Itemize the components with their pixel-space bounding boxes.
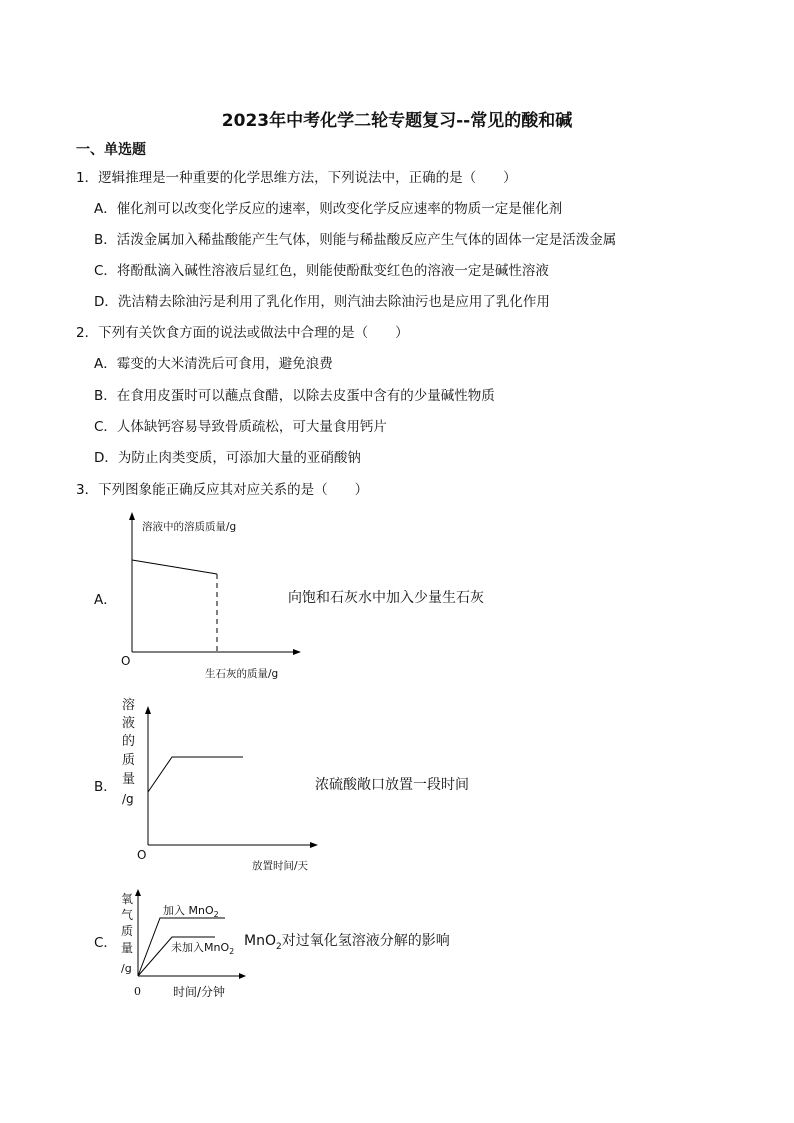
- graph-c-label-without-catalyst-sub: 2: [229, 947, 235, 956]
- graph-c-y-arrow: [135, 889, 141, 896]
- graph-c-caption: [244, 930, 450, 952]
- question-1-stem: 1．逻辑推理是一种重要的化学思维方法，下列说法中，正确的是（ ）: [76, 170, 517, 186]
- graph-a-origin: O: [121, 654, 131, 668]
- graph-c-ylabel-5: /g: [121, 962, 132, 975]
- graph-c-label-without-catalyst-text: 未加入MnO: [171, 941, 230, 954]
- graph-b-caption: 浓硫酸敞口放置一段时间: [315, 777, 469, 793]
- graph-b-ylabel-2: 液: [122, 716, 136, 731]
- graph-a-x-arrow: [293, 649, 301, 655]
- question-2-option-d[interactable]: D．为防止肉类变质，可添加大量的亚硝酸钠: [94, 450, 361, 466]
- graph-b-x-arrow: [310, 842, 318, 848]
- graph-b-ylabel-3: 的: [122, 734, 136, 749]
- graph-a-curve: [132, 560, 217, 574]
- graph-c-label-with-catalyst: [163, 903, 219, 919]
- question-3-stem: 3．下列图象能正确反应其对应关系的是（ ）: [76, 482, 369, 498]
- graph-b-xlabel: 放置时间/天: [252, 860, 309, 872]
- question-2-option-b[interactable]: B．在食用皮蛋时可以蘸点食醋，以除去皮蛋中含有的少量碱性物质: [94, 388, 495, 404]
- graph-c-x-arrow: [239, 973, 246, 979]
- graph-b-ylabel-1: 溶: [122, 698, 136, 713]
- graph-c-curve-with-catalyst: [138, 918, 225, 976]
- graph-b-ylabel-5: 量: [122, 772, 136, 787]
- question-1-option-a[interactable]: A．催化剂可以改变化学反应的速率，则改变化学反应速率的物质一定是催化剂: [94, 201, 563, 217]
- graph-c-ylabel-2: 气: [121, 908, 134, 922]
- graph-c-ylabel-3: 质: [121, 924, 134, 938]
- section-heading: 一、单选题: [76, 142, 146, 158]
- graph-a-xlabel: 生石灰的质量/g: [205, 668, 279, 680]
- graph-b-origin: O: [137, 848, 147, 862]
- graph-a-ylabel: 溶液中的溶质质量/g: [142, 521, 237, 533]
- question-1-option-b[interactable]: B．活泼金属加入稀盐酸能产生气体，则能与稀盐酸反应产生气体的固体一定是活泼金属: [94, 232, 617, 248]
- graph-a-y-arrow: [129, 512, 135, 520]
- question-3-option-a-label[interactable]: A．: [94, 592, 117, 608]
- graph-c-caption-text: 对过氧化氢溶液分解的影响: [281, 933, 450, 949]
- graph-c-origin: 0: [134, 985, 141, 998]
- graph-a-caption: 向饱和石灰水中加入少量生石灰: [288, 590, 484, 606]
- graph-c-label-with-catalyst-sub: 2: [213, 910, 219, 919]
- graph-c-caption-subscript: 2: [275, 941, 282, 952]
- graph-b-curve: [148, 757, 243, 792]
- question-2-stem: 2．下列有关饮食方面的说法或做法中合理的是（ ）: [76, 325, 409, 341]
- graph-c-ylabel-4: 量: [121, 941, 134, 955]
- graph-b-y-arrow: [145, 706, 151, 714]
- question-3-option-c-label[interactable]: C．: [94, 935, 117, 951]
- question-1-option-c[interactable]: C．将酚酞滴入碱性溶液后显红色，则能使酚酞变红色的溶液一定是碱性溶液: [94, 263, 549, 279]
- question-3-option-b-label[interactable]: B．: [94, 779, 117, 795]
- graph-a-axes: [129, 512, 301, 655]
- graph-c-ylabel-1: 氧: [121, 892, 134, 906]
- graph-b-ylabel-6: /g: [122, 792, 134, 806]
- question-1-option-d[interactable]: D．洗洁精去除油污是利用了乳化作用，则汽油去除油污也是应用了乳化作用: [94, 294, 550, 310]
- graph-c-caption-formula: MnO: [244, 933, 276, 949]
- graph-b-ylabel-4: 质: [122, 753, 136, 768]
- graph-c-label-without-catalyst: [171, 940, 234, 956]
- graph-c-curve-without-catalyst: [138, 937, 215, 976]
- document-title: 2023年中考化学二轮专题复习--常见的酸和碱: [221, 111, 573, 131]
- question-2-option-a[interactable]: A．霉变的大米清洗后可食用，避免浪费: [94, 356, 333, 372]
- graph-c-xlabel: 时间/分钟: [173, 985, 226, 999]
- question-2-option-c[interactable]: C．人体缺钙容易导致骨质疏松，可大量食用钙片: [94, 419, 387, 435]
- graph-c-label-with-catalyst-text: 加入 MnO: [163, 904, 214, 917]
